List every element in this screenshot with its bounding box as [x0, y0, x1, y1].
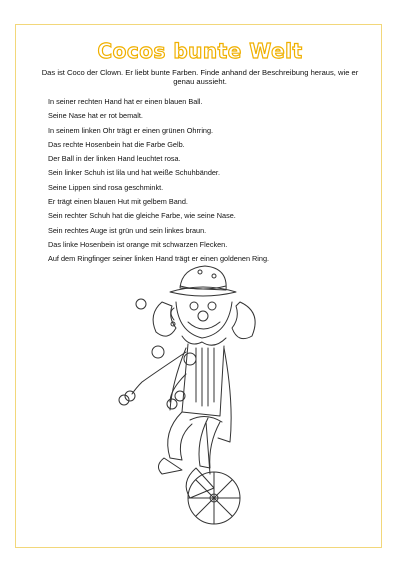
instruction-item: Er trägt einen blauen Hut mit gelbem Band.	[48, 197, 188, 207]
eye	[208, 302, 216, 310]
instruction-item: Das linke Hosenbein ist orange mit schwarzen Flecken.	[48, 239, 228, 249]
unicycle-post	[206, 422, 210, 474]
intro-text: Das ist Coco der Clown. Er liebt bunte Farben. Finde anhand der Beschreibung heraus, wie er genau aussieht.	[41, 68, 359, 86]
eye	[190, 302, 198, 310]
clown-nose	[198, 311, 208, 321]
leg-left	[199, 418, 220, 468]
leg-right	[168, 412, 192, 460]
hat	[180, 266, 226, 290]
instruction-item: Seine Nase hat er rot bemalt.	[48, 111, 143, 121]
hat-dot	[212, 274, 216, 278]
face	[176, 302, 232, 338]
hair-right	[232, 302, 255, 339]
clown-illustration	[110, 262, 280, 537]
instruction-list	[48, 95, 368, 267]
title-graphic	[0, 34, 400, 68]
instruction-item: Sein linker Schuh ist lila und hat weiße Schuhbänder.	[48, 168, 220, 178]
hair-left	[153, 302, 176, 336]
coat-tail	[218, 348, 231, 442]
unicycle-spokes	[188, 472, 240, 524]
shoe-right	[158, 458, 182, 474]
instruction-item: Der Ball in der linken Hand leuchtet rosa.	[48, 154, 181, 164]
instruction-item: Sein rechtes Auge ist grün und sein linkes braun.	[48, 225, 207, 235]
mouth	[188, 322, 220, 329]
torso	[182, 344, 224, 416]
hat-dot	[198, 270, 202, 274]
juggling-ball	[136, 299, 146, 309]
hand-right	[167, 399, 177, 409]
instruction-item: Seine Lippen sind rosa geschminkt.	[48, 182, 164, 192]
instruction-item: In seiner rechten Hand hat er einen blauen Ball.	[48, 97, 203, 106]
instruction-item: Auf dem Ringfinger seiner linken Hand trägt er einen goldenen Ring.	[48, 254, 270, 264]
shirt-stripes	[196, 348, 214, 406]
instruction-item: Das rechte Hosenbein hat die Farbe Gelb.	[48, 139, 185, 149]
page-title: Cocos bunte Welt	[97, 39, 303, 63]
instruction-item: Sein rechter Schuh hat die gleiche Farbe, wie seine Nase.	[48, 211, 236, 221]
juggling-ball	[184, 353, 196, 365]
juggling-ball	[152, 346, 164, 358]
instruction-item: In seinem linken Ohr trägt er einen grünen Ohrring.	[48, 125, 214, 135]
